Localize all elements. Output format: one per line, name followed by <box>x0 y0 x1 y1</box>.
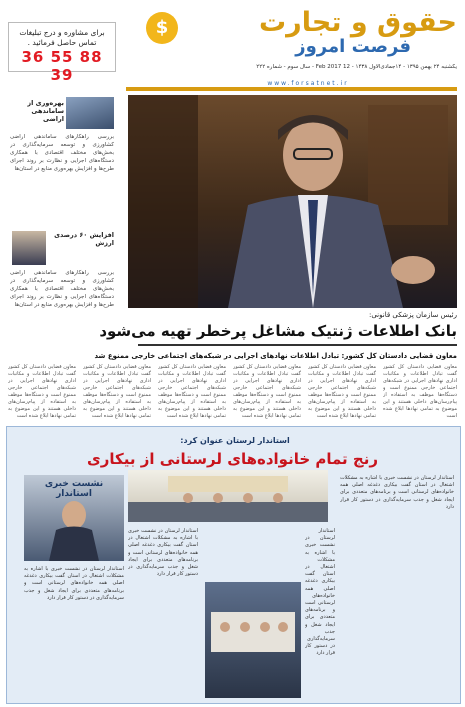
feature-photo-3 <box>205 582 301 698</box>
story1-headline: بهره‌وری از ساماندهی اراضی <box>27 99 64 123</box>
lead-divider <box>138 344 457 346</box>
lead-photo-illustration <box>128 95 457 308</box>
website-url: www.forsatnet.ir <box>267 80 349 87</box>
story2-body: بررسی راهکارهای ساماندهی اراضی کشاورزی و توسعه سرمایه‌گذاری در بخش‌های مختلف اقتصادی با همکاری دستگاه‌های اجرایی و نظارت بر روند اجرای طرح‌ها و افزایش بهره‌وری منابع در استان‌ها <box>10 270 114 308</box>
masthead-title: حقوق و تجارت <box>259 7 457 38</box>
ad-line-2: تماس حاصل فرمائید . <box>27 38 97 47</box>
lead-headline: بانک اطلاعات ژنتیک مشاغل پرخطر تهیه می‌شود <box>99 322 457 340</box>
ad-line-1: برای مشاوره و درج تبلیغات <box>19 28 105 37</box>
story1-body: بررسی راهکارهای ساماندهی اراضی کشاورزی و توسعه سرمایه‌گذاری در بخش‌های مختلف اقتصادی با همکاری دستگاه‌های اجرایی و نظارت بر روند اجرای طرح‌ها و افزایش بهره‌وری منابع در استان‌ها <box>10 134 114 172</box>
feature-body-col-1: استاندار لرستان در نشست خبری با اشاره به مشکلات اشتغال در استان گفت بیکاری دغدغه اصلی همه خانواده‌های لرستانی است و برنامه‌های متعددی برای ایجاد شغل و جذب سرمایه‌گذاری در دستور کار قرار دارد <box>340 475 454 510</box>
feature-photo-2-illustration <box>128 470 328 522</box>
masthead-rule <box>126 87 457 91</box>
feature-body-col-3: استاندار لرستان در نشست خبری با اشاره به مشکلات اشتغال در استان گفت بیکاری دغدغه اصلی همه خانواده‌های لرستانی است و برنامه‌های متعددی برای ایجاد شغل و جذب سرمایه‌گذاری در دستور کار قرار دارد <box>24 566 124 601</box>
feature-body-col-4: استاندار لرستان در نشست خبری با اشاره به مشکلات اشتغال در استان گفت بیکاری دغدغه اصلی همه خانواده‌های لرستانی است و برنامه‌های متعددی برای ایجاد شغل و جذب سرمایه‌گذاری در دستور کار قرار دارد <box>305 528 335 657</box>
ad-phone: 88 55 36 39 <box>21 48 103 84</box>
masthead <box>175 6 457 62</box>
story2-photo <box>12 231 46 265</box>
left-column <box>8 91 116 358</box>
lead-photo <box>128 95 457 308</box>
story1-photo <box>66 97 114 129</box>
text-column: معاون قضایی دادستان کل کشور گفت تبادل اطلاعات و مکاتبات اداری نهادهای اجرایی در شبکه‌های اجتماعی خارجی ممنوع است و دستگاه‌ها موظف به استفاده از پیام‌رسان‌های داخلی هستند و این موضوع به تمامی نهادها ابلاغ شده است <box>233 364 301 419</box>
lead-kicker: رئیس سازمان پزشکی قانونی: <box>368 311 457 319</box>
story2-headline: افزایش ۶۰ درصدی ارزش <box>54 231 114 247</box>
feature-photo-2 <box>128 470 328 522</box>
text-column: معاون قضایی دادستان کل کشور گفت تبادل اطلاعات و مکاتبات اداری نهادهای اجرایی در شبکه‌های اجتماعی خارجی ممنوع است و دستگاه‌ها موظف به استفاده از پیام‌رسان‌های داخلی هستند و این موضوع به تمامی نهادها ابلاغ شده است <box>158 364 226 419</box>
feature-headline: رنج تمام خانواده‌های لرستانی از بیکاری <box>86 450 378 468</box>
photo-banner-text: نشست خبری استاندار <box>44 479 104 499</box>
text-column: معاون قضایی دادستان کل کشور گفت تبادل اطلاعات و مکاتبات اداری نهادهای اجرایی در شبکه‌های اجتماعی خارجی ممنوع است و دستگاه‌ها موظف به استفاده از پیام‌رسان‌های داخلی هستند و این موضوع به تمامی نهادها ابلاغ شده است <box>383 364 457 419</box>
text-column: معاون قضایی دادستان کل کشور گفت تبادل اطلاعات و مکاتبات اداری نهادهای اجرایی در شبکه‌های اجتماعی خارجی ممنوع است و دستگاه‌ها موظف به استفاده از پیام‌رسان‌های داخلی هستند و این موضوع به تمامی نهادها ابلاغ شده است <box>8 364 76 419</box>
feature-kicker: استاندار لرستان عنوان کرد: <box>180 436 290 445</box>
issue-info: یکشنبه ۲۴ بهمن ۱۳۹۵ - ۱۴جمادی‌الاول ۱۴۳۸ - 12 Feb 2017 - سال سوم - شماره ۲۲۲ <box>256 64 457 70</box>
second-headline: معاون قضایی دادستان کل کشور: تبادل اطلاعات نهادهای اجرایی در شبکه‌های اجتماعی خارجی ممنوع شد <box>94 352 457 360</box>
feature-photo-3-illustration <box>205 582 301 698</box>
feature-photo-1 <box>24 475 124 561</box>
dollar-logo-icon: $ <box>146 12 178 44</box>
feature-photo-1-illustration <box>24 475 124 561</box>
text-column: معاون قضایی دادستان کل کشور گفت تبادل اطلاعات و مکاتبات اداری نهادهای اجرایی در شبکه‌های اجتماعی خارجی ممنوع است و دستگاه‌ها موظف به استفاده از پیام‌رسان‌های داخلی هستند و این موضوع به تمامی نهادها ابلاغ شده است <box>308 364 376 419</box>
text-column: معاون قضایی دادستان کل کشور گفت تبادل اطلاعات و مکاتبات اداری نهادهای اجرایی در شبکه‌های اجتماعی خارجی ممنوع است و دستگاه‌ها موظف به استفاده از پیام‌رسان‌های داخلی هستند و این موضوع به تمامی نهادها ابلاغ شده است <box>83 364 151 419</box>
feature-body-col-2: استاندار لرستان در نشست خبری با اشاره به مشکلات اشتغال در استان گفت بیکاری دغدغه اصلی همه خانواده‌های لرستانی است و برنامه‌های متعددی برای ایجاد شغل و جذب سرمایه‌گذاری در دستور کار قرار دارد <box>128 528 198 578</box>
advertisement-box <box>8 22 116 84</box>
masthead-subtitle: فرصت امروز <box>295 36 411 57</box>
second-story-columns <box>8 364 457 422</box>
